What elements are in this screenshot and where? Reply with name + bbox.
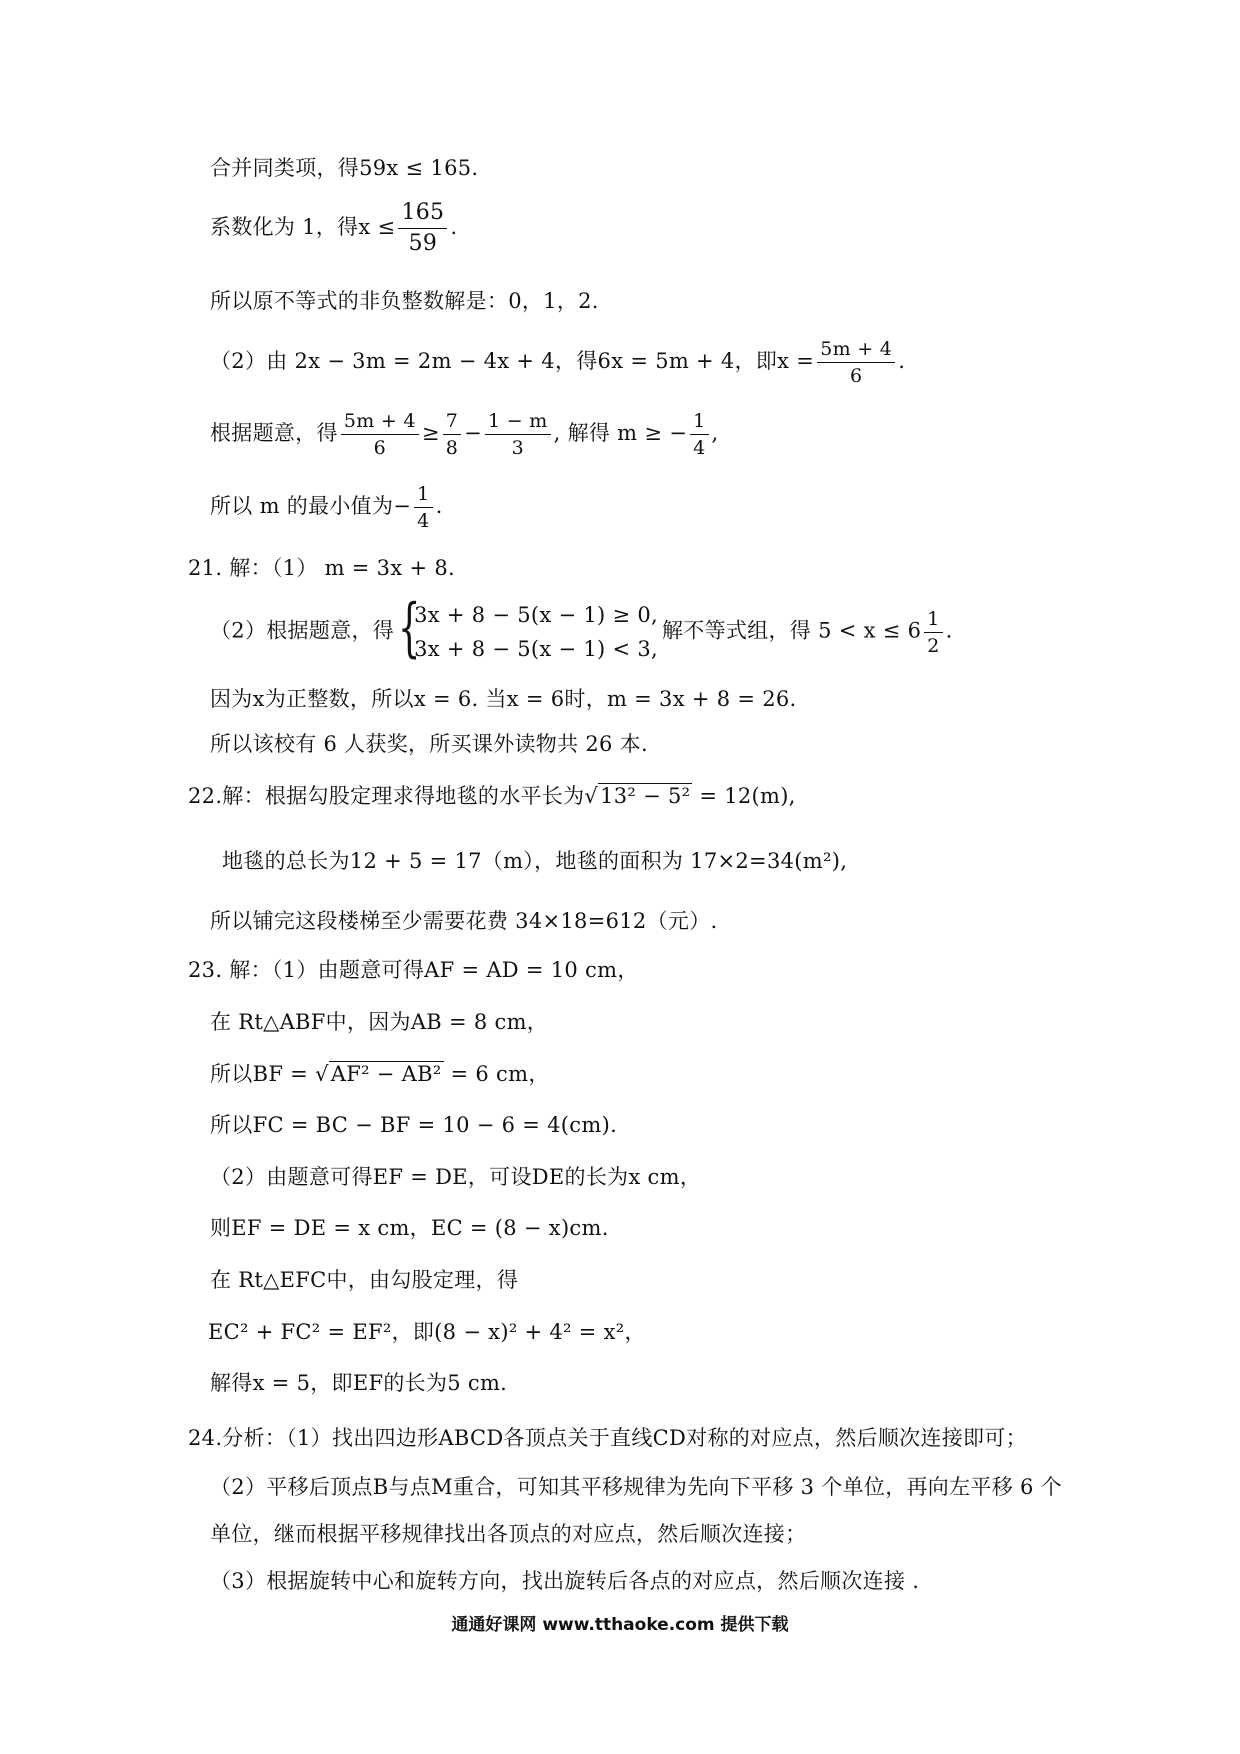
text-line (188, 781, 796, 811)
text-line: 在 Rt△ABF中，因为AB = 8 cm， (210, 1010, 549, 1034)
text-segment: 系数化为 1，得x ≤ (210, 215, 396, 239)
text-line: 所以铺完这段楼梯至少需要花费 34×18=612（元）. (210, 909, 718, 933)
operator: − (464, 421, 483, 445)
text-segment: . (898, 349, 906, 373)
fraction (690, 410, 708, 459)
fraction-denominator: 59 (408, 231, 438, 256)
text-line: （2）平移后顶点B与点M重合，可知其平移规律为先向下平移 3 个单位，再向左平移 6 个 (210, 1475, 1062, 1499)
inequality-system (398, 591, 658, 666)
text-line: （2）由题意可得EF = DE，可设DE的长为x cm， (210, 1165, 702, 1189)
text-line: 单位，继而根据平移规律找出各顶点的对应点，然后顺次连接； (210, 1522, 807, 1546)
fraction (443, 410, 461, 459)
text-line (210, 200, 457, 257)
text-segment: （2）由 2x − 3m = 2m − 4x + 4，得6x = 5m + 4，即x = (210, 349, 815, 373)
fraction-denominator: 4 (693, 437, 706, 459)
text-segment: = 12(m), (692, 784, 796, 808)
text-line: 解得x = 5，即EF的长为5 cm. (210, 1371, 508, 1395)
text-segment: . (945, 618, 953, 643)
text-segment: 根据题意，得 (210, 421, 338, 445)
fraction (414, 483, 432, 532)
text-segment: （2）根据题意，得 (210, 618, 395, 643)
text-segment: = 6 cm， (443, 1062, 550, 1086)
fraction-numerator: 165 (398, 200, 447, 229)
square-root: √13² − 5² (584, 784, 691, 808)
operator: ≥ (421, 421, 440, 445)
page-footer: 通通好课网 www.tthaoke.com 提供下载 (451, 1615, 789, 1635)
fraction-numerator: 1 (690, 410, 708, 435)
text-line (210, 591, 953, 666)
text-segment: 解不等式组，得 5 < x ≤ 6 (662, 618, 922, 643)
text-segment: 22.解：根据勾股定理求得地毯的水平长为 (188, 784, 585, 808)
fraction-numerator: 1 − m (485, 410, 551, 435)
text-line: 合并同类项，得59x ≤ 165. (210, 156, 479, 180)
text-line: 21. 解：（1） m = 3x + 8. (188, 556, 455, 580)
fraction-denominator: 6 (849, 365, 863, 387)
system-row: 3x + 8 − 5(x − 1) < 3, (414, 637, 658, 661)
text-line: 因为x为正整数，所以x = 6. 当x = 6时，m = 3x + 8 = 26. (210, 687, 797, 711)
text-segment: , (711, 421, 719, 445)
text-line: 所以FC = BC − BF = 10 − 6 = 4(cm). (210, 1113, 618, 1137)
text-line: EC² + FC² = EF²，即(8 − x)² + 4² = x²， (208, 1320, 646, 1344)
text-line: 24.分析：（1）找出四边形ABCD各顶点关于直线CD对称的对应点，然后顺次连接即可； (188, 1426, 1027, 1450)
system-row: 3x + 8 − 5(x − 1) ≥ 0, (414, 603, 658, 627)
text-line: 所以原不等式的非负整数解是：0，1，2. (210, 289, 599, 313)
text-line: 在 Rt△EFC中，由勾股定理，得 (210, 1268, 519, 1292)
fraction-numerator: 7 (443, 410, 461, 435)
text-line: 地毯的总长为12 + 5 = 17（m），地毯的面积为 17×2=34(m²), (222, 849, 848, 873)
text-segment: . (450, 215, 458, 239)
fraction-numerator: 1 (414, 483, 432, 508)
fraction-numerator: 5m + 4 (817, 338, 895, 363)
radicand: 13² − 5² (600, 784, 691, 808)
fraction (341, 410, 419, 459)
text-line (210, 338, 905, 387)
fraction (924, 608, 942, 657)
fraction (398, 200, 447, 257)
text-line (210, 483, 443, 532)
text-segment: 所以 m 的最小值为− (210, 494, 412, 518)
fraction-denominator: 6 (373, 437, 386, 459)
fraction-numerator: 5m + 4 (341, 410, 419, 435)
text-line: 23. 解：（1）由题意可得AF = AD = 10 cm， (188, 958, 639, 982)
square-root: √AF² − AB² (315, 1062, 442, 1086)
fraction-denominator: 8 (445, 437, 459, 459)
text-segment: 所以BF = (210, 1062, 316, 1086)
brace-icon: { (398, 591, 421, 665)
fraction-numerator: 1 (924, 608, 942, 633)
fraction-denominator: 3 (511, 437, 525, 459)
text-line: 所以该校有 6 人获奖，所买课外读物共 26 本. (210, 732, 648, 756)
fraction (485, 410, 551, 459)
text-line: 则EF = DE = x cm，EC = (8 − x)cm. (210, 1216, 609, 1240)
radicand: AF² − AB² (330, 1062, 442, 1086)
text-line (210, 410, 718, 459)
fraction-denominator: 2 (927, 634, 940, 657)
text-line (210, 1059, 550, 1089)
text-segment: . (435, 494, 443, 518)
fraction-denominator: 4 (417, 510, 430, 532)
fraction (817, 338, 895, 387)
text-segment: , 解得 m ≥ − (553, 421, 688, 445)
text-line: （3）根据旋转中心和旋转方向，找出旋转后各点的对应点，然后顺次连接 . (210, 1569, 920, 1593)
